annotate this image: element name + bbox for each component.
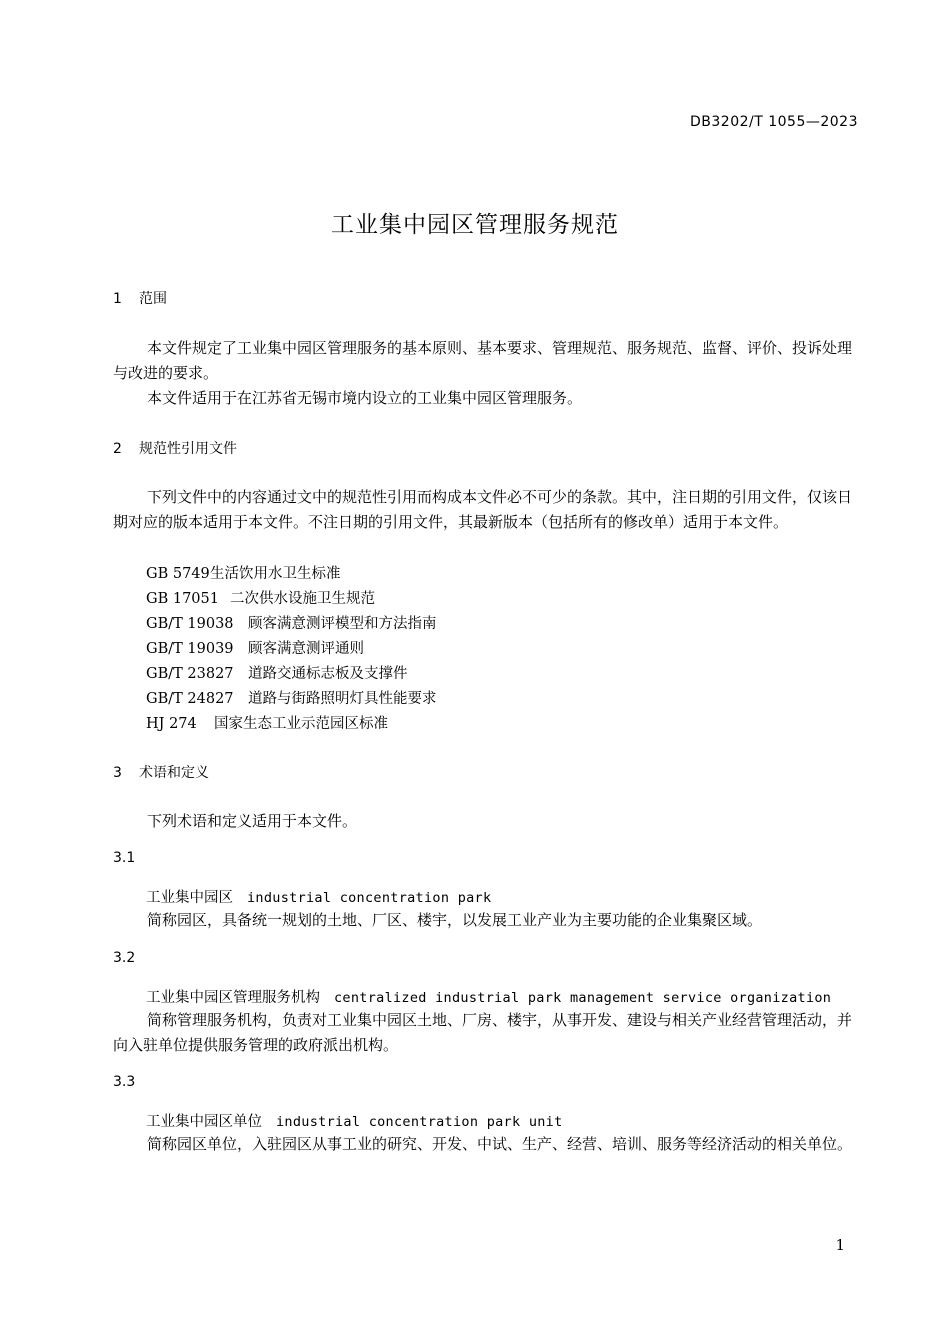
paragraph: 本文件规定了工业集中园区管理服务的基本原则、基本要求、管理规范、服务规范、监督、评价、投诉处理与改进的要求。 bbox=[113, 339, 853, 382]
reference-code: GB 5749 bbox=[146, 566, 210, 582]
paragraph: 本文件适用于在江苏省无锡市境内设立的工业集中园区管理服务。 bbox=[147, 389, 583, 407]
section-heading-terms-definitions bbox=[113, 762, 209, 782]
term-entry bbox=[146, 886, 491, 907]
reference-item bbox=[146, 587, 375, 608]
term-chinese: 工业集中园区 bbox=[146, 890, 233, 906]
section-title: 术语和定义 bbox=[139, 765, 209, 781]
reference-code: GB/T 19039 bbox=[146, 641, 234, 657]
reference-item bbox=[146, 612, 437, 633]
section-title: 范围 bbox=[139, 291, 167, 307]
reference-name: 顾客满意测评通则 bbox=[248, 641, 364, 657]
reference-name: 生活饮用水卫生标准 bbox=[210, 566, 341, 582]
document-title: 工业集中园区管理服务规范 bbox=[331, 212, 619, 238]
page-number: 1 bbox=[835, 1236, 845, 1254]
paragraph: 下列文件中的内容通过文中的规范性引用而构成本文件必不可少的条款。其中，注日期的引用文件，仅该日期对应的版本适用于本文件。不注日期的引用文件，其最新版本（包括所有的修改单）适用于本文件。 bbox=[113, 488, 853, 531]
term-definition: 简称管理服务机构，负责对工业集中园区土地、厂房、楼宇，从事开发、建设与相关产业经营管理活动，并向入驻单位提供服务管理的政府派出机构。 bbox=[113, 1011, 853, 1054]
term-chinese: 工业集中园区单位 bbox=[146, 1114, 262, 1130]
reference-code: GB 17051 bbox=[146, 591, 219, 607]
subsection-number: 3.2 bbox=[113, 950, 136, 966]
reference-code: HJ 274 bbox=[146, 716, 197, 732]
term-chinese: 工业集中园区管理服务机构 bbox=[146, 990, 320, 1006]
subsection-number: 3.3 bbox=[113, 1074, 136, 1090]
term-english: industrial concentration park unit bbox=[276, 1114, 563, 1130]
term-english: industrial concentration park bbox=[247, 890, 492, 906]
term-definition: 简称园区，具备统一规划的土地、厂区、楼宇，以发展工业产业为主要功能的企业集聚区域。 bbox=[147, 911, 763, 929]
standard-number: DB3202/T 1055—2023 bbox=[690, 114, 858, 130]
term-english: centralized industrial park management service organization bbox=[334, 990, 832, 1006]
reference-code: GB/T 19038 bbox=[146, 616, 234, 632]
reference-code: GB/T 24827 bbox=[146, 691, 234, 707]
reference-item bbox=[146, 562, 341, 583]
section-number: 2 bbox=[113, 441, 122, 457]
reference-item bbox=[146, 637, 364, 658]
section-heading-normative-references bbox=[113, 438, 237, 458]
section-number: 1 bbox=[113, 291, 122, 307]
reference-name: 二次供水设施卫生规范 bbox=[230, 591, 375, 607]
reference-name: 国家生态工业示范园区标准 bbox=[214, 716, 388, 732]
term-entry bbox=[146, 986, 831, 1007]
section-number: 3 bbox=[113, 765, 122, 781]
reference-item bbox=[146, 662, 408, 683]
reference-name: 道路与街路照明灯具性能要求 bbox=[248, 691, 437, 707]
reference-item bbox=[146, 687, 437, 708]
reference-code: GB/T 23827 bbox=[146, 666, 234, 682]
section-title: 规范性引用文件 bbox=[139, 441, 237, 457]
term-definition: 简称园区单位，入驻园区从事工业的研究、开发、中试、生产、经营、培训、服务等经济活动的相关单位。 bbox=[147, 1135, 853, 1153]
term-entry bbox=[146, 1110, 563, 1131]
reference-name: 顾客满意测评模型和方法指南 bbox=[248, 616, 437, 632]
reference-item bbox=[146, 712, 388, 733]
reference-name: 道路交通标志板及支撑件 bbox=[248, 666, 408, 682]
section-heading-scope bbox=[113, 288, 167, 308]
paragraph: 下列术语和定义适用于本文件。 bbox=[147, 812, 358, 830]
subsection-number: 3.1 bbox=[113, 850, 136, 866]
